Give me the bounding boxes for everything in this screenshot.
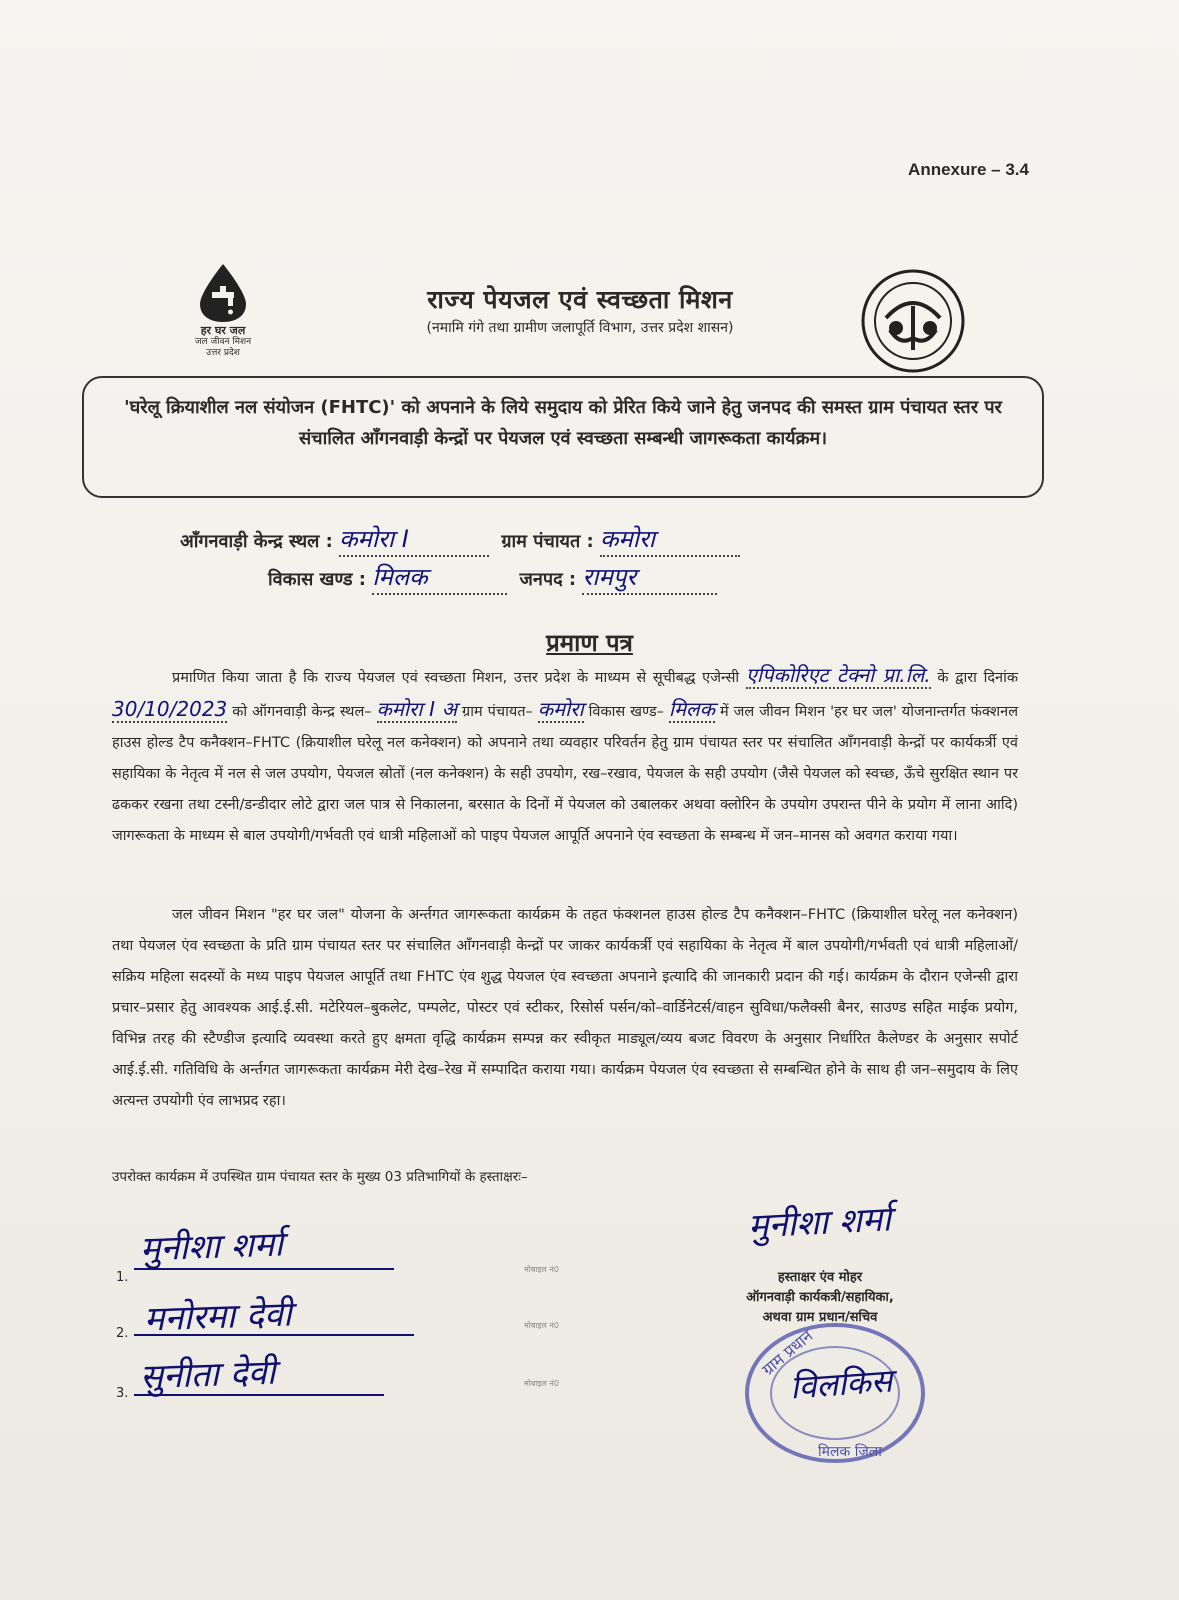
stamp-signature: विलकिस [788,1361,894,1407]
logo-line-2: जल जीवन मिशन [194,337,252,347]
signature-caption-1: हस्ताक्षर एंव मोहर [777,1270,863,1285]
signatures-intro: उपरोक्त कार्यक्रम में उपस्थित ग्राम पंचायत स्तर के मुख्य 03 प्रतिभागियों के हस्ताक्षरः– [112,1169,528,1185]
logo-line-1: हर घर जल [200,324,246,337]
participant-underline-2 [134,1334,414,1336]
participant-underline-1 [134,1268,394,1270]
certificate-paragraph-2: जल जीवन मिशन "हर घर जल" योजना के अर्न्तगत जागरूकता कार्यक्रम के तहत फंक्शनल हाउस होल्ड टैप कनैक्शन–FHTC (क्रियाशील घरेलू नल कनेक्शन) तथा पेयजल एंव स्वच्छता के प्रति ग्राम पंचायत स्तर पर संचालित आँगनवाड़ी केन्द्रों पर जाकर कार्यकर्त्री एवं सहायिका के नेतृत्व में बाल उपयोगी/गर्भवती एवं धात्री महिलाओं/सक्रिय महिला सदस्यों के मध्य पाइप पेयजल आपूर्ति तथा FHTC एंव शुद्ध पेयजल एंव स्वच्छता अपनाने इत्यादि की जानकारी प्रदान की गई। कार्यक्रम के दौरान एजेन्सी द्वारा प्रचार–प्रसार हेतु आवश्यक आई.ई.सी. मटेरियल–बुकलेट, पम्पलेट, पोस्टर एवं स्टीकर, रिसोर्स पर्सन/को–वार्डिनेटर्स/वाहन सुविधा/फलैक्सी बैनर, साउण्ड सहित माईक प्रयोग, विभिन्न तरह की स्टैण्डीज इत्यादि व्यवस्था करते हुए क्षमता वृद्धि कार्यक्रम सम्पन्न कर स्वीकृत माड्यूल/व्यय बजट विवरण के अनुसार निर्धारित कैलेण्डर के अनुसार सपोर्ट आई.ई.सी. गतिविधि के अर्न्तगत जागरूकता कार्यक्रम मेरी देख–रेख में सम्पादित कराया गया। कार्यक्रम पेयजल एंव स्वच्छता से सम्बन्धित होने के साथ ही जन–समुदाय के लिए अत्यन्त उपयोगी एंव लाभप्रद रहा। [112,907,1018,1109]
participant-line-3 [116,1386,134,1401]
program-title-box: 'घरेलू क्रियाशील नल संयोजन (FHTC)' को अपनाने के लिये समुदाय को प्रेरित किये जाने हेतु जनपद की समस्त ग्राम पंचायत स्तर पर संचालित आँगनवाड़ी केन्द्रों पर पेयजल एवं स्वच्छता सम्बन्धी जागरूकता कार्यक्रम। [82,376,1044,498]
p1-part-f: में जल जीवन मिशन 'हर घर जल' योजनान्तर्गत फंक्शनल हाउस होल्ड टैप कनैक्शन–FHTC (क्रियाशील घरेलू नल कनेक्शन) को अपनाने तथा व्यवहार परिवर्तन हेतु ग्राम पंचायत स्तर पर संचालित आँगनवाड़ी केन्द्रों पर कार्यकर्त्री एवं सहायिका के नेतृत्व में नल से जल उपयोग, पेयजल स्रोतों (नल कनेक्शन) के सही उपयोग, रख–रखाव, पेयजल के सही उपयोग (जैसे पेयजल को स्वच्छ, ऊँचे सुरक्षित स्थान पर ढककर रखना तथा टस्नी/डन्डीदार लोटे द्वारा जल पात्र से निकालना, बरसात के दिनों में पेयजल को उबालकर अथवा क्लोरिन के उपयोग उपरान्त पीने के प्रयोग में लाना आदि) जागरूकता के माध्यम से बाल उपयोगी/गर्भवती एवं धात्री महिलाओं को पाइप पेयजल आपूर्ति अपनाने एंव स्वच्छता के सम्बन्ध में जन–मानस को अवगत कराया गया। [112,704,1019,844]
participant-signature-2: मनोरमा देवी [143,1294,293,1340]
stamp-text: ग्राम प्रधान [758,1326,817,1380]
participant-signature-1: मुनीशा शर्मा [139,1224,284,1270]
signature-caption-3: अथवा ग्राम प्रधान/सचिव [762,1310,878,1325]
district-value-field [582,560,717,595]
block-handwritten: मिलक [668,697,715,721]
har-ghar-jal-logo [168,262,278,359]
up-government-emblem-icon [860,268,966,374]
block-row [268,560,717,595]
header-title: राज्य पेयजल एवं स्वच्छता मिशन [427,285,733,314]
p1-part-b: के द्वारा दिनांक [937,670,1018,686]
participant-number-1: 1. [116,1270,129,1285]
certificate-paragraph-1 [112,660,1018,852]
date-handwritten: 30/10/2023 [112,697,228,721]
centre-row [180,522,740,557]
signature-caption-2: ऑगनवाड़ी कार्यकत्री/सहायिका, [746,1290,894,1305]
p1-part-c: को ऑगनवाड़ी केन्द्र स्थल– [232,704,372,720]
centre-value: कमोरा I [339,525,409,553]
panchayat-handwritten: कमोरा [537,697,584,721]
panchayat-label: ग्राम पंचायत : [501,531,594,552]
faint-mobile-label-1: मोबाइल नं0 [524,1265,559,1274]
header-subtitle: (नमामि गंगे तथा ग्रामीण जलापूर्ति विभाग, उत्तर प्रदेश शासन) [426,320,734,336]
agency-handwritten: एपिकोरिएट टेक्नो प्रा.लि. [745,663,931,687]
annexure-label: Annexure – 3.4 [908,160,1029,179]
block-label: विकास खण्ड : [268,569,366,590]
p1-part-d: ग्राम पंचायत– [462,704,533,720]
panchayat-value: कमोरा [599,525,655,553]
centre-handwritten: कमोरा I अ [376,697,458,721]
panchayat-value-field [600,522,740,557]
stamp-text-2: मिलक जिला [818,1444,882,1460]
participant-line-1 [116,1270,134,1285]
district-label: जनपद : [519,569,577,590]
block-value-field [372,560,507,595]
logo-line-3: उत्तर प्रदेश [206,348,240,358]
participant-number-2: 2. [116,1326,129,1341]
certificate-title: प्रमाण पत्र [546,629,633,657]
p1-part-a: प्रमाणित किया जाता है कि राज्य पेयजल एवं स्वच्छता मिशन, उत्तर प्रदेश के माध्यम से सूचीबद्ध एजेन्सी [172,670,740,686]
centre-value-field [339,522,489,557]
participant-line-2 [116,1326,134,1341]
participant-signature-3: सुनीता देवी [139,1352,277,1398]
participant-number-3: 3. [116,1386,129,1401]
p1-part-e: विकास खण्ड– [588,704,664,720]
centre-label: आँगनवाड़ी केन्द्र स्थल : [180,531,333,552]
district-value: रामपुर [582,563,637,591]
water-drop-icon [194,262,252,324]
faint-mobile-label-3: मोबाइल नं0 [524,1379,559,1388]
faint-mobile-label-2: मोबाइल नं0 [524,1321,559,1330]
participant-underline-3 [134,1394,384,1396]
block-value: मिलक [372,563,428,591]
anganwadi-signature: मुनीशा शर्मा [747,1199,893,1247]
